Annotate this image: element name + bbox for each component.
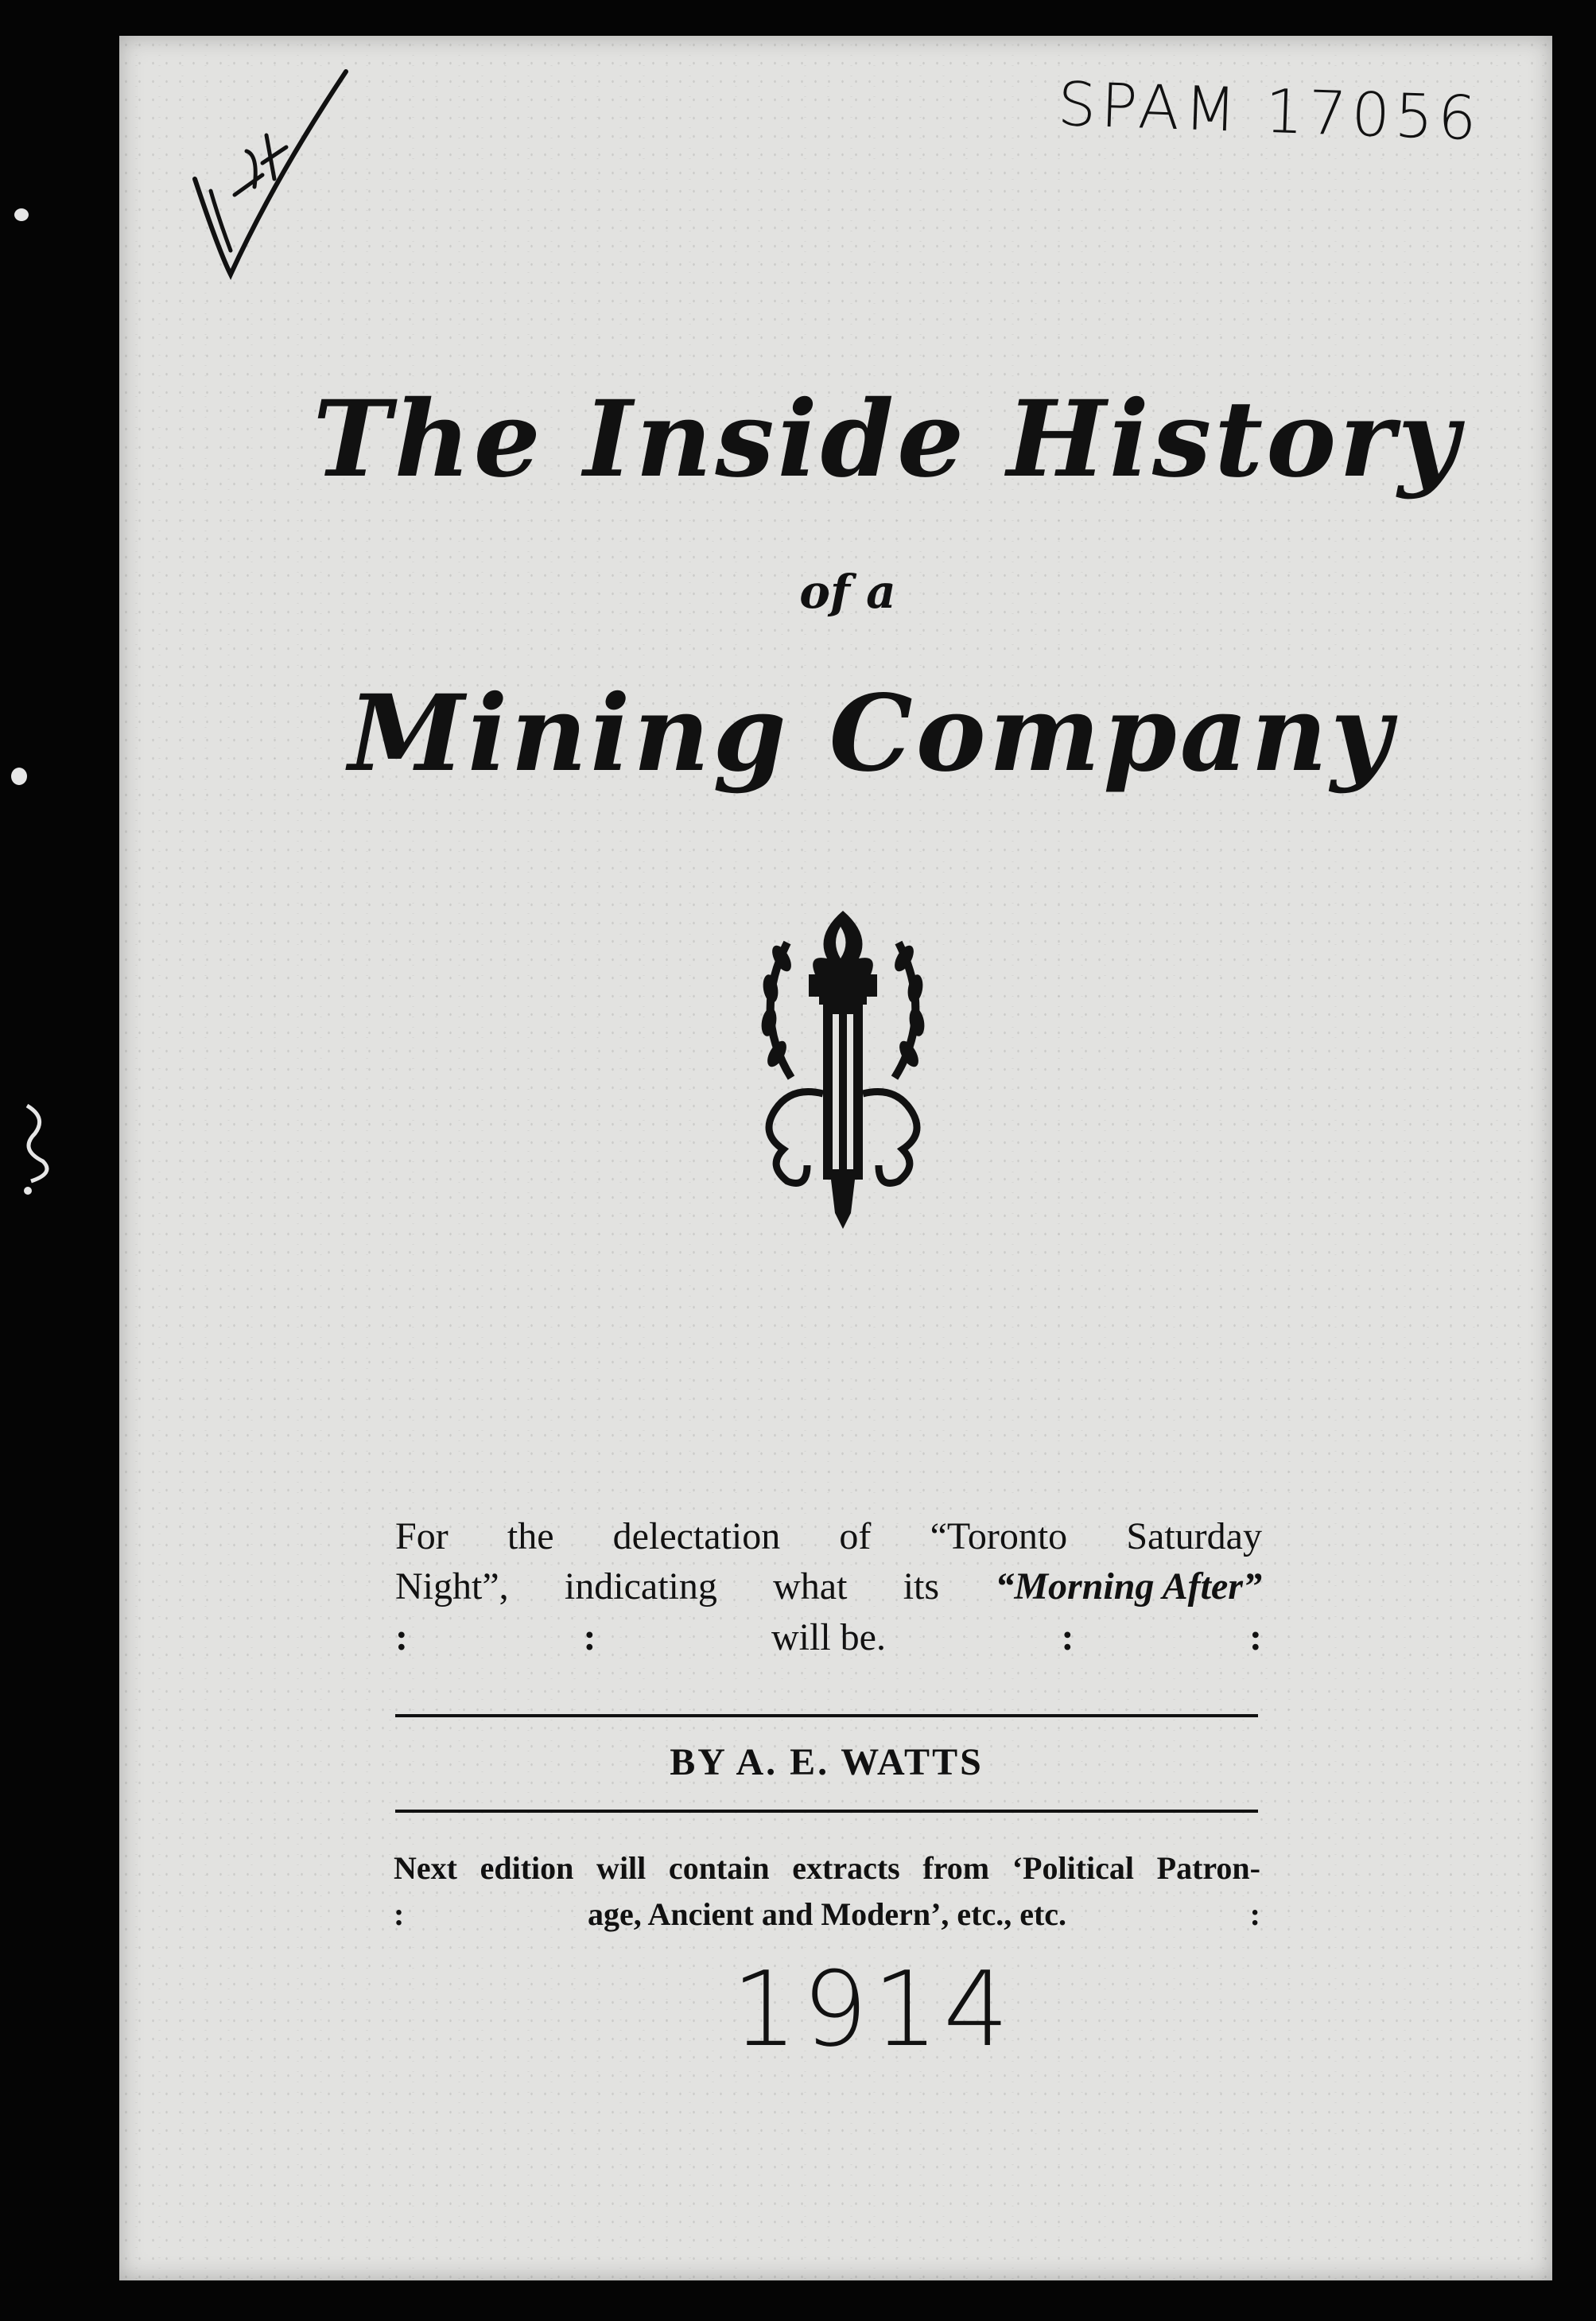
subtitle-word: For [395, 1515, 449, 1557]
handwritten-check-mark [187, 60, 354, 290]
subtitle-word: its [903, 1565, 940, 1608]
note-text: Next edition will contain extracts from ‘Political Patron- [394, 1850, 1260, 1886]
divider-rule [395, 1714, 1258, 1717]
film-edge-mark [14, 208, 29, 221]
colon-ornament: : [394, 1896, 405, 1932]
edition-note [394, 1845, 1260, 1938]
title-line-3: Mining Company [348, 672, 1395, 795]
colon-ornament: : [1249, 1896, 1260, 1932]
subtitle-line-1 [395, 1511, 1262, 1561]
subtitle-block [395, 1511, 1262, 1662]
torch-wreath-emblem [751, 895, 934, 1245]
subtitle-word: what [773, 1565, 848, 1608]
subtitle-word: of [839, 1515, 872, 1557]
subtitle-word: the [507, 1515, 554, 1557]
colon-ornament: : [395, 1615, 408, 1658]
handwritten-reference-number: SPAM 17056 [1056, 68, 1483, 154]
subtitle-line-2 [395, 1561, 1262, 1611]
note-text: age, Ancient and Modern’, etc., etc. [587, 1896, 1067, 1932]
subtitle-emphasis: “Morning After” [995, 1565, 1262, 1608]
subtitle-word: Night”, [395, 1565, 509, 1608]
author-line: BY A. E. WATTS [670, 1741, 984, 1783]
film-edge-squiggle [11, 1102, 59, 1197]
divider-rule [395, 1810, 1258, 1813]
note-line-2 [394, 1891, 1260, 1938]
film-edge-mark [24, 1187, 32, 1195]
subtitle-word: indicating [564, 1565, 717, 1608]
film-edge-mark [11, 768, 27, 785]
note-line-1 [394, 1845, 1260, 1891]
subtitle-word: will be. [771, 1615, 886, 1658]
subtitle-word: “Toronto [930, 1515, 1068, 1557]
handwritten-year: 1914 [732, 1949, 1014, 2070]
subtitle-word: delectation [612, 1515, 781, 1557]
colon-ornament: : [1061, 1615, 1074, 1658]
document-page [119, 36, 1552, 2280]
colon-ornament: : [583, 1615, 596, 1658]
title-line-1: The Inside History [313, 378, 1462, 501]
subtitle-line-3 [395, 1612, 1262, 1662]
title-line-2: of a [799, 565, 896, 619]
subtitle-word: Saturday [1126, 1515, 1262, 1557]
colon-ornament: : [1249, 1615, 1262, 1658]
